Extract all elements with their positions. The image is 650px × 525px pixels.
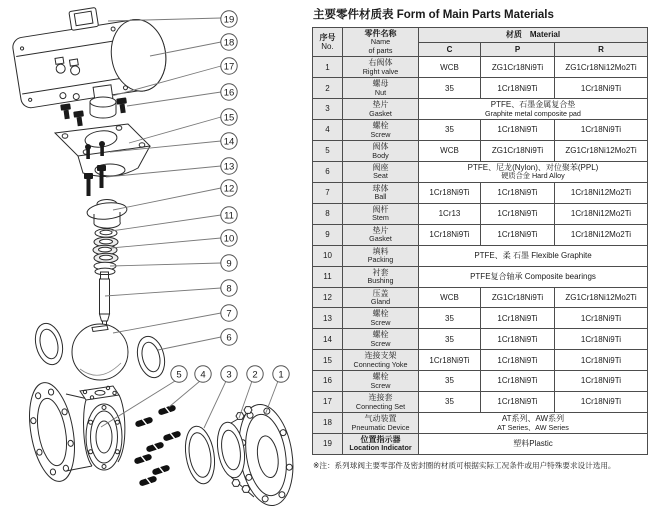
valve-exploded-drawing: [0, 0, 310, 520]
part-no: 11: [313, 266, 343, 287]
pneumatic-actuator-drawing: [9, 0, 171, 110]
svg-text:11: 11: [224, 210, 234, 222]
table-row: [313, 162, 648, 183]
material-p: 1Cr18Ni9Ti: [481, 203, 555, 224]
material-r: 1Cr18Ni9Ti: [555, 308, 648, 329]
part-no: 16: [313, 371, 343, 392]
col-header-no: 序号 No.: [313, 28, 343, 57]
material-c: 35: [419, 371, 481, 392]
callout-3: [221, 366, 237, 382]
part-name: 衬套 Bushing: [343, 266, 419, 287]
material-span: PTFE、石墨金属复合垫 Graphite metal composite pad: [419, 99, 648, 120]
table-row: [313, 182, 648, 203]
table-row: [313, 308, 648, 329]
material-c: 1Cr13: [419, 203, 481, 224]
gland-drawing: [86, 200, 127, 229]
svg-text:3: 3: [226, 369, 232, 381]
exploded-view-diagram: [0, 0, 310, 520]
material-c: 35: [419, 308, 481, 329]
callout-8: [221, 280, 237, 296]
svg-text:8: 8: [226, 283, 232, 295]
part-no: 17: [313, 392, 343, 413]
table-row: [313, 141, 648, 162]
connecting-set-drawing: [90, 85, 116, 118]
packing-drawing: [93, 237, 118, 263]
seat-right-drawing: [133, 333, 168, 380]
table-footnote: ※注：系列球阀主要零部件及密封圈的材质可根据实际工况条件或用户特殊要求设计选用。: [313, 460, 616, 470]
material-span: 塑料Plastic: [419, 434, 648, 455]
part-no: 3: [313, 99, 343, 120]
material-span: PTFE、尼龙(Nylon)、对位聚苯(PPL) 硬质合金 Hard Alloy: [419, 162, 648, 183]
part-name: 垫片 Gasket: [343, 224, 419, 245]
table-row: [313, 413, 648, 434]
part-name: 压盖 Gland: [343, 287, 419, 308]
material-r: ZG1Cr18Ni12Mo2Ti: [555, 287, 648, 308]
callout-1: [273, 366, 289, 382]
part-name: 螺栓 Screw: [343, 308, 419, 329]
material-p: ZG1Cr18Ni9Ti: [481, 141, 555, 162]
callout-10: [221, 230, 237, 246]
part-no: 7: [313, 182, 343, 203]
bushing-drawing: [95, 229, 117, 237]
callout-11: [221, 207, 237, 223]
seat-left-drawing: [31, 320, 66, 367]
col-header-p: P: [481, 42, 555, 57]
callout-13: [221, 158, 237, 174]
svg-text:6: 6: [226, 332, 232, 344]
material-r: 1Cr18Ni9Ti: [555, 371, 648, 392]
callouts: [171, 11, 289, 382]
material-c: 1Cr18Ni9Ti: [419, 350, 481, 371]
part-no: 8: [313, 203, 343, 224]
svg-text:10: 10: [223, 233, 235, 245]
part-name: 阀座 Seat: [343, 162, 419, 183]
material-c: 35: [419, 78, 481, 99]
part-name: 阀体 Body: [343, 141, 419, 162]
svg-text:9: 9: [226, 258, 232, 270]
part-name: 填料 Packing: [343, 245, 419, 266]
part-name: 右阀体 Right valve: [343, 57, 419, 78]
part-no: 18: [313, 413, 343, 434]
svg-text:7: 7: [226, 308, 232, 320]
part-no: 14: [313, 329, 343, 350]
svg-text:12: 12: [223, 183, 235, 195]
part-no: 12: [313, 287, 343, 308]
table-row: [313, 266, 648, 287]
stem-drawing: [100, 272, 110, 326]
col-header-material: 材质 Material: [419, 28, 648, 43]
stud-bolts-drawing: [133, 403, 182, 487]
material-r: 1Cr18Ni9Ti: [555, 78, 648, 99]
table-row: [313, 99, 648, 120]
callout-16: [221, 84, 237, 100]
part-name: 螺栓 Screw: [343, 329, 419, 350]
material-p: ZG1Cr18Ni9Ti: [481, 57, 555, 78]
table-row: [313, 57, 648, 78]
table-row: [313, 224, 648, 245]
svg-text:1: 1: [278, 369, 284, 381]
table-row: [313, 245, 648, 266]
part-no: 9: [313, 224, 343, 245]
material-c: 35: [419, 120, 481, 141]
callout-19: [221, 11, 237, 27]
materials-table-panel: [312, 0, 650, 471]
material-r: 1Cr18Ni9Ti: [555, 350, 648, 371]
part-name: 连接套 Connecting Set: [343, 392, 419, 413]
svg-text:17: 17: [223, 61, 235, 73]
table-row: [313, 434, 648, 455]
table-title: 主要零件材质表 Form of Main Parts Materials: [313, 9, 554, 21]
material-p: 1Cr18Ni9Ti: [481, 371, 555, 392]
material-r: ZG1Cr18Ni12Mo2Ti: [555, 141, 648, 162]
table-row: [313, 329, 648, 350]
material-r: 1Cr18Ni9Ti: [555, 120, 648, 141]
material-span: PTFE、柔 石墨 Flexible Graphite: [419, 245, 648, 266]
part-no: 4: [313, 120, 343, 141]
callout-7: [221, 305, 237, 321]
part-name: 位置指示器 Location Indicator: [343, 434, 419, 455]
material-c: WCB: [419, 141, 481, 162]
svg-text:13: 13: [223, 161, 235, 173]
callout-18: [221, 34, 237, 50]
svg-text:15: 15: [223, 112, 235, 124]
svg-text:14: 14: [223, 136, 235, 148]
table-row: [313, 287, 648, 308]
gasket-3-drawing: [182, 424, 219, 486]
material-r: 1Cr18Ni12Mo2Ti: [555, 224, 648, 245]
callout-17: [221, 58, 237, 74]
table-row: [313, 350, 648, 371]
material-r: 1Cr18Ni9Ti: [555, 392, 648, 413]
col-header-r: R: [555, 42, 648, 57]
part-no: 6: [313, 162, 343, 183]
material-c: 1Cr18Ni9Ti: [419, 182, 481, 203]
material-c: 35: [419, 329, 481, 350]
part-no: 19: [313, 434, 343, 455]
table-row: [313, 392, 648, 413]
material-c: WCB: [419, 287, 481, 308]
part-name: 气动装置 Pneumatic Device: [343, 413, 419, 434]
svg-text:5: 5: [176, 369, 182, 381]
col-header-name: 零件名称 Name of parts: [343, 28, 419, 57]
material-r: 1Cr18Ni12Mo2Ti: [555, 182, 648, 203]
part-no: 13: [313, 308, 343, 329]
material-p: 1Cr18Ni9Ti: [481, 329, 555, 350]
col-header-c: C: [419, 42, 481, 57]
part-no: 2: [313, 78, 343, 99]
material-p: 1Cr18Ni9Ti: [481, 350, 555, 371]
right-valve-drawing: [214, 401, 300, 510]
part-name: 阀杆 Stem: [343, 203, 419, 224]
material-c: 35: [419, 392, 481, 413]
callout-4: [195, 366, 211, 382]
material-r: 1Cr18Ni12Mo2Ti: [555, 203, 648, 224]
callout-15: [221, 109, 237, 125]
material-p: 1Cr18Ni9Ti: [481, 392, 555, 413]
material-c: WCB: [419, 57, 481, 78]
part-no: 5: [313, 141, 343, 162]
material-p: 1Cr18Ni9Ti: [481, 308, 555, 329]
material-p: 1Cr18Ni9Ti: [481, 224, 555, 245]
table-row: [313, 120, 648, 141]
callout-6: [221, 329, 237, 345]
header-row-1: [313, 28, 648, 43]
callout-5: [171, 366, 187, 382]
part-no: 10: [313, 245, 343, 266]
part-no: 1: [313, 57, 343, 78]
part-name: 球体 Ball: [343, 182, 419, 203]
material-p: ZG1Cr18Ni9Ti: [481, 287, 555, 308]
valve-body-drawing: [23, 379, 125, 485]
part-name: 螺栓 Screw: [343, 120, 419, 141]
svg-text:18: 18: [223, 37, 235, 49]
material-r: 1Cr18Ni9Ti: [555, 329, 648, 350]
ball-drawing: [72, 324, 128, 380]
material-p: 1Cr18Ni9Ti: [481, 182, 555, 203]
material-p: 1Cr18Ni9Ti: [481, 78, 555, 99]
material-c: 1Cr18Ni9Ti: [419, 224, 481, 245]
part-name: 连接支架 Connecting Yoke: [343, 350, 419, 371]
material-span: AT系列、AW系列 AT Series、AW Series: [419, 413, 648, 434]
part-name: 螺母 Nut: [343, 78, 419, 99]
callout-12: [221, 180, 237, 196]
callout-9: [221, 255, 237, 271]
svg-text:4: 4: [200, 369, 206, 381]
table-row: [313, 78, 648, 99]
part-name: 垫片 Gasket: [343, 99, 419, 120]
svg-text:2: 2: [252, 369, 258, 381]
table-row: [313, 203, 648, 224]
material-r: ZG1Cr18Ni12Mo2Ti: [555, 57, 648, 78]
svg-text:16: 16: [223, 87, 235, 99]
svg-text:19: 19: [223, 14, 235, 26]
part-no: 15: [313, 350, 343, 371]
table-row: [313, 371, 648, 392]
callout-14: [221, 133, 237, 149]
material-span: PTFE复合轴承 Composite bearings: [419, 266, 648, 287]
parts-materials-table: [312, 27, 648, 455]
part-name: 螺栓 Screw: [343, 371, 419, 392]
callout-2: [247, 366, 263, 382]
material-p: 1Cr18Ni9Ti: [481, 120, 555, 141]
